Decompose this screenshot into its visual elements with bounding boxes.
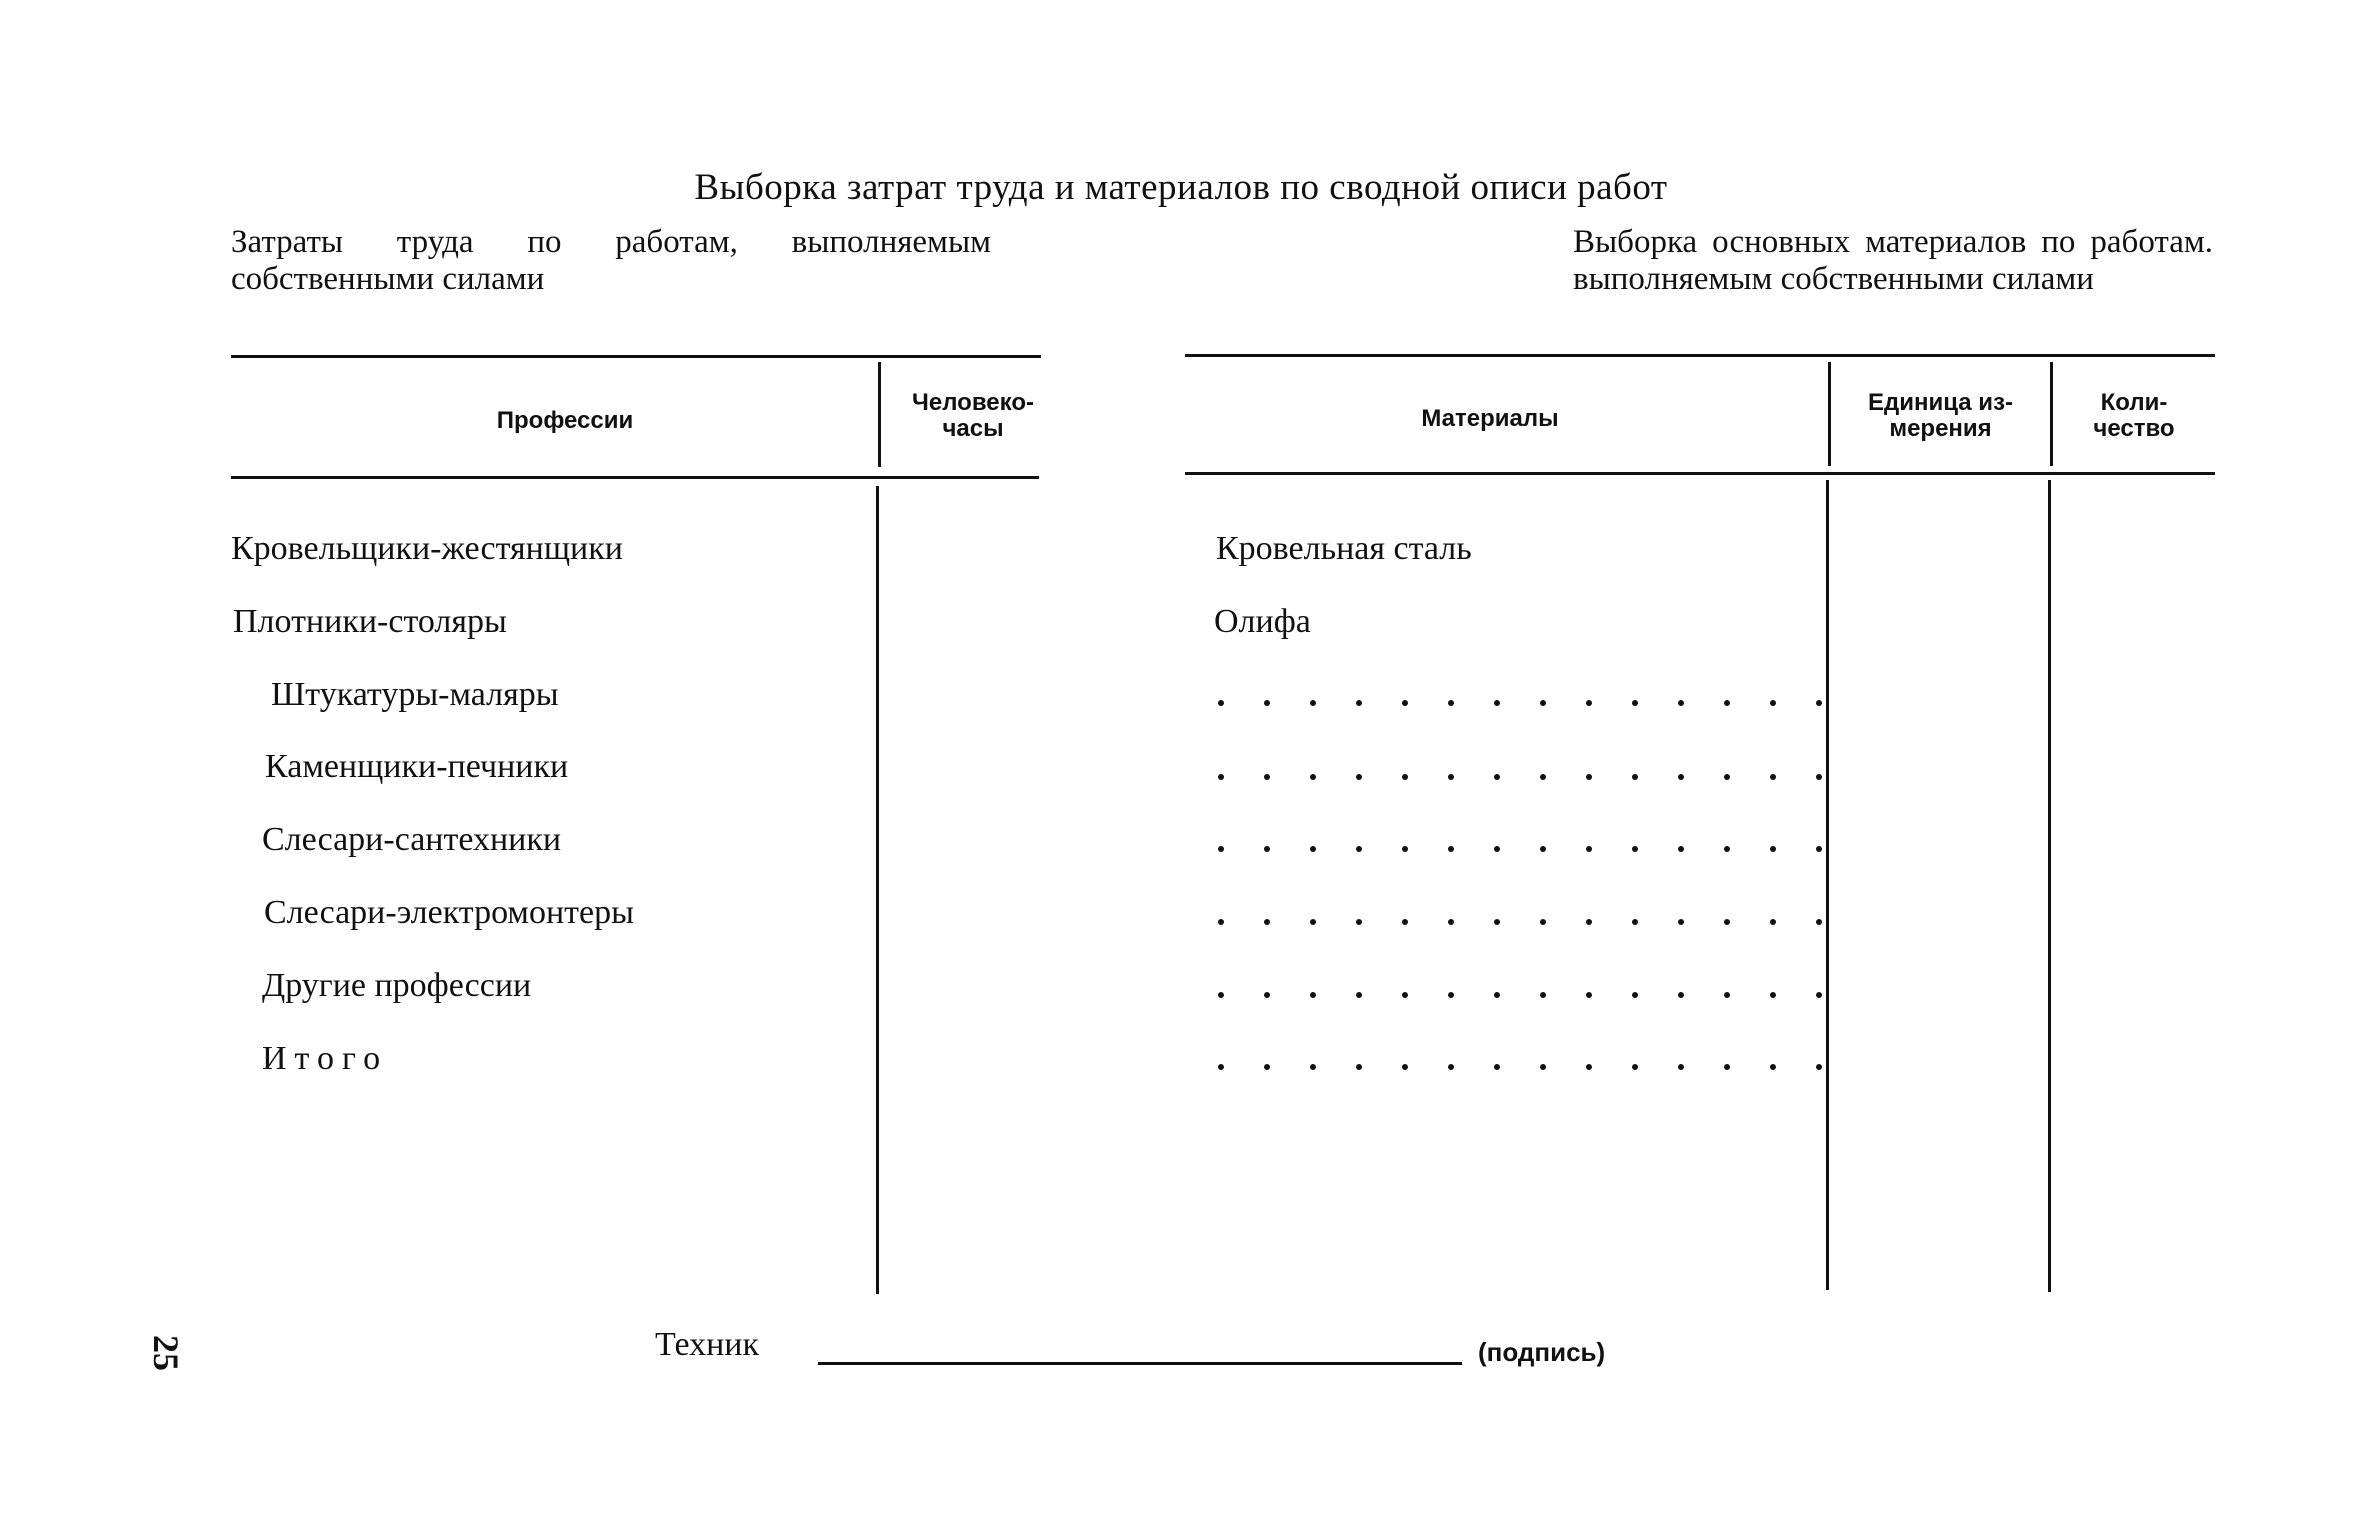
dotted-placeholder-row (1218, 919, 1822, 925)
leader-dot (1678, 846, 1684, 852)
leader-dot (1356, 992, 1362, 998)
profession-row: Другие профессии (262, 967, 532, 1004)
leader-dot (1816, 846, 1822, 852)
leader-dot (1816, 919, 1822, 925)
signature-line (818, 1362, 1462, 1365)
leader-dot (1218, 992, 1224, 998)
leader-dot (1816, 992, 1822, 998)
leader-dot (1218, 1064, 1224, 1070)
materials-table-header-rule (1185, 472, 2215, 475)
column-header-materials: Материалы (1421, 405, 1559, 432)
material-row: Кровельная сталь (1216, 530, 1472, 567)
leader-dot (1448, 774, 1454, 780)
leader-dot (1494, 700, 1500, 706)
leader-dot (1678, 774, 1684, 780)
dotted-placeholder-row (1218, 846, 1822, 852)
leader-dot (1724, 846, 1730, 852)
leader-dot (1310, 846, 1316, 852)
leader-dot (1264, 700, 1270, 706)
leader-dot (1816, 700, 1822, 706)
profession-row: Штукатуры-маляры (271, 676, 559, 713)
profession-row: Плотники-столяры (233, 603, 507, 640)
leader-dot (1448, 919, 1454, 925)
leader-dot (1678, 919, 1684, 925)
leader-dot (1724, 700, 1730, 706)
leader-dot (1402, 992, 1408, 998)
leader-dot (1540, 846, 1546, 852)
leader-dot (1494, 1064, 1500, 1070)
materials-table-top-rule (1185, 354, 2215, 357)
leader-dot (1632, 700, 1638, 706)
leader-dot (1448, 700, 1454, 706)
leader-dot (1402, 846, 1408, 852)
leader-dot (1632, 846, 1638, 852)
leader-dot (1586, 1064, 1592, 1070)
leader-dot (1264, 1064, 1270, 1070)
leader-dot (1494, 992, 1500, 998)
dotted-placeholder-row (1218, 992, 1822, 998)
leader-dot (1632, 919, 1638, 925)
leader-dot (1494, 774, 1500, 780)
profession-row: Кровельщики-жестянщики (231, 530, 623, 567)
leader-dot (1540, 919, 1546, 925)
leader-dot (1218, 919, 1224, 925)
leader-dot (1586, 846, 1592, 852)
leader-dot (1816, 1064, 1822, 1070)
labor-table-top-rule (231, 355, 1041, 358)
leader-dot (1816, 774, 1822, 780)
dotted-placeholder-row (1218, 774, 1822, 780)
column-header-man-hours: Человеко- часы (912, 389, 1034, 442)
leader-dot (1586, 992, 1592, 998)
leader-dot (1540, 700, 1546, 706)
leader-dot (1264, 774, 1270, 780)
materials-table-column-divider-2 (2048, 480, 2051, 1292)
leader-dot (1310, 992, 1316, 998)
leader-dot (1448, 992, 1454, 998)
leader-dot (1586, 700, 1592, 706)
leader-dot (1632, 1064, 1638, 1070)
leader-dot (1632, 774, 1638, 780)
labor-table-header-rule (231, 476, 1039, 479)
leader-dot (1494, 919, 1500, 925)
leader-dot (1770, 774, 1776, 780)
leader-dot (1356, 846, 1362, 852)
leader-dot (1310, 774, 1316, 780)
leader-dot (1540, 992, 1546, 998)
leader-dot (1724, 774, 1730, 780)
leader-dot (1218, 846, 1224, 852)
leader-dot (1356, 774, 1362, 780)
materials-heading: Выборка основных материалов по работам. выполняемым собственными силами (1573, 224, 2213, 297)
leader-dot (1264, 846, 1270, 852)
leader-dot (1770, 700, 1776, 706)
leader-dot (1770, 846, 1776, 852)
signature-hint: (подпись) (1478, 1337, 1606, 1367)
leader-dot (1448, 1064, 1454, 1070)
materials-table-column-divider-1 (1826, 480, 1829, 1290)
leader-dot (1264, 992, 1270, 998)
labor-heading: Затраты труда по работам, выполняемым собственными силами (231, 224, 991, 297)
leader-dot (1448, 846, 1454, 852)
column-header-quantity: Коли- чество (2093, 389, 2175, 442)
leader-dot (1218, 774, 1224, 780)
leader-dot (1356, 919, 1362, 925)
signature-label: Техник (655, 1326, 760, 1363)
leader-dot (1356, 1064, 1362, 1070)
profession-row: Слесари-электромонтеры (264, 894, 634, 931)
leader-dot (1770, 919, 1776, 925)
leader-dot (1310, 1064, 1316, 1070)
page-number: 25 (146, 1335, 186, 1371)
profession-row: Слесари-сантехники (262, 821, 562, 858)
leader-dot (1310, 700, 1316, 706)
leader-dot (1540, 774, 1546, 780)
leader-dot (1678, 992, 1684, 998)
total-row: Итого (262, 1040, 389, 1077)
leader-dot (1402, 774, 1408, 780)
dotted-placeholder-row (1218, 1064, 1822, 1070)
leader-dot (1402, 1064, 1408, 1070)
labor-table-column-divider (876, 486, 879, 1294)
dotted-placeholder-row (1218, 700, 1822, 706)
material-row: Олифа (1214, 603, 1311, 640)
leader-dot (1632, 992, 1638, 998)
column-header-unit: Единица из- мерения (1868, 389, 2013, 442)
document-title: Выборка затрат труда и материалов по сводной описи работ (694, 167, 1668, 208)
leader-dot (1402, 919, 1408, 925)
leader-dot (1678, 700, 1684, 706)
leader-dot (1310, 919, 1316, 925)
leader-dot (1494, 846, 1500, 852)
leader-dot (1356, 700, 1362, 706)
profession-row: Каменщики-печники (265, 748, 569, 785)
leader-dot (1770, 992, 1776, 998)
leader-dot (1724, 992, 1730, 998)
leader-dot (1264, 919, 1270, 925)
leader-dot (1540, 1064, 1546, 1070)
leader-dot (1724, 1064, 1730, 1070)
leader-dot (1586, 919, 1592, 925)
leader-dot (1402, 700, 1408, 706)
column-header-professions: Профессии (496, 407, 634, 434)
leader-dot (1770, 1064, 1776, 1070)
leader-dot (1218, 700, 1224, 706)
leader-dot (1724, 919, 1730, 925)
leader-dot (1586, 774, 1592, 780)
leader-dot (1678, 1064, 1684, 1070)
